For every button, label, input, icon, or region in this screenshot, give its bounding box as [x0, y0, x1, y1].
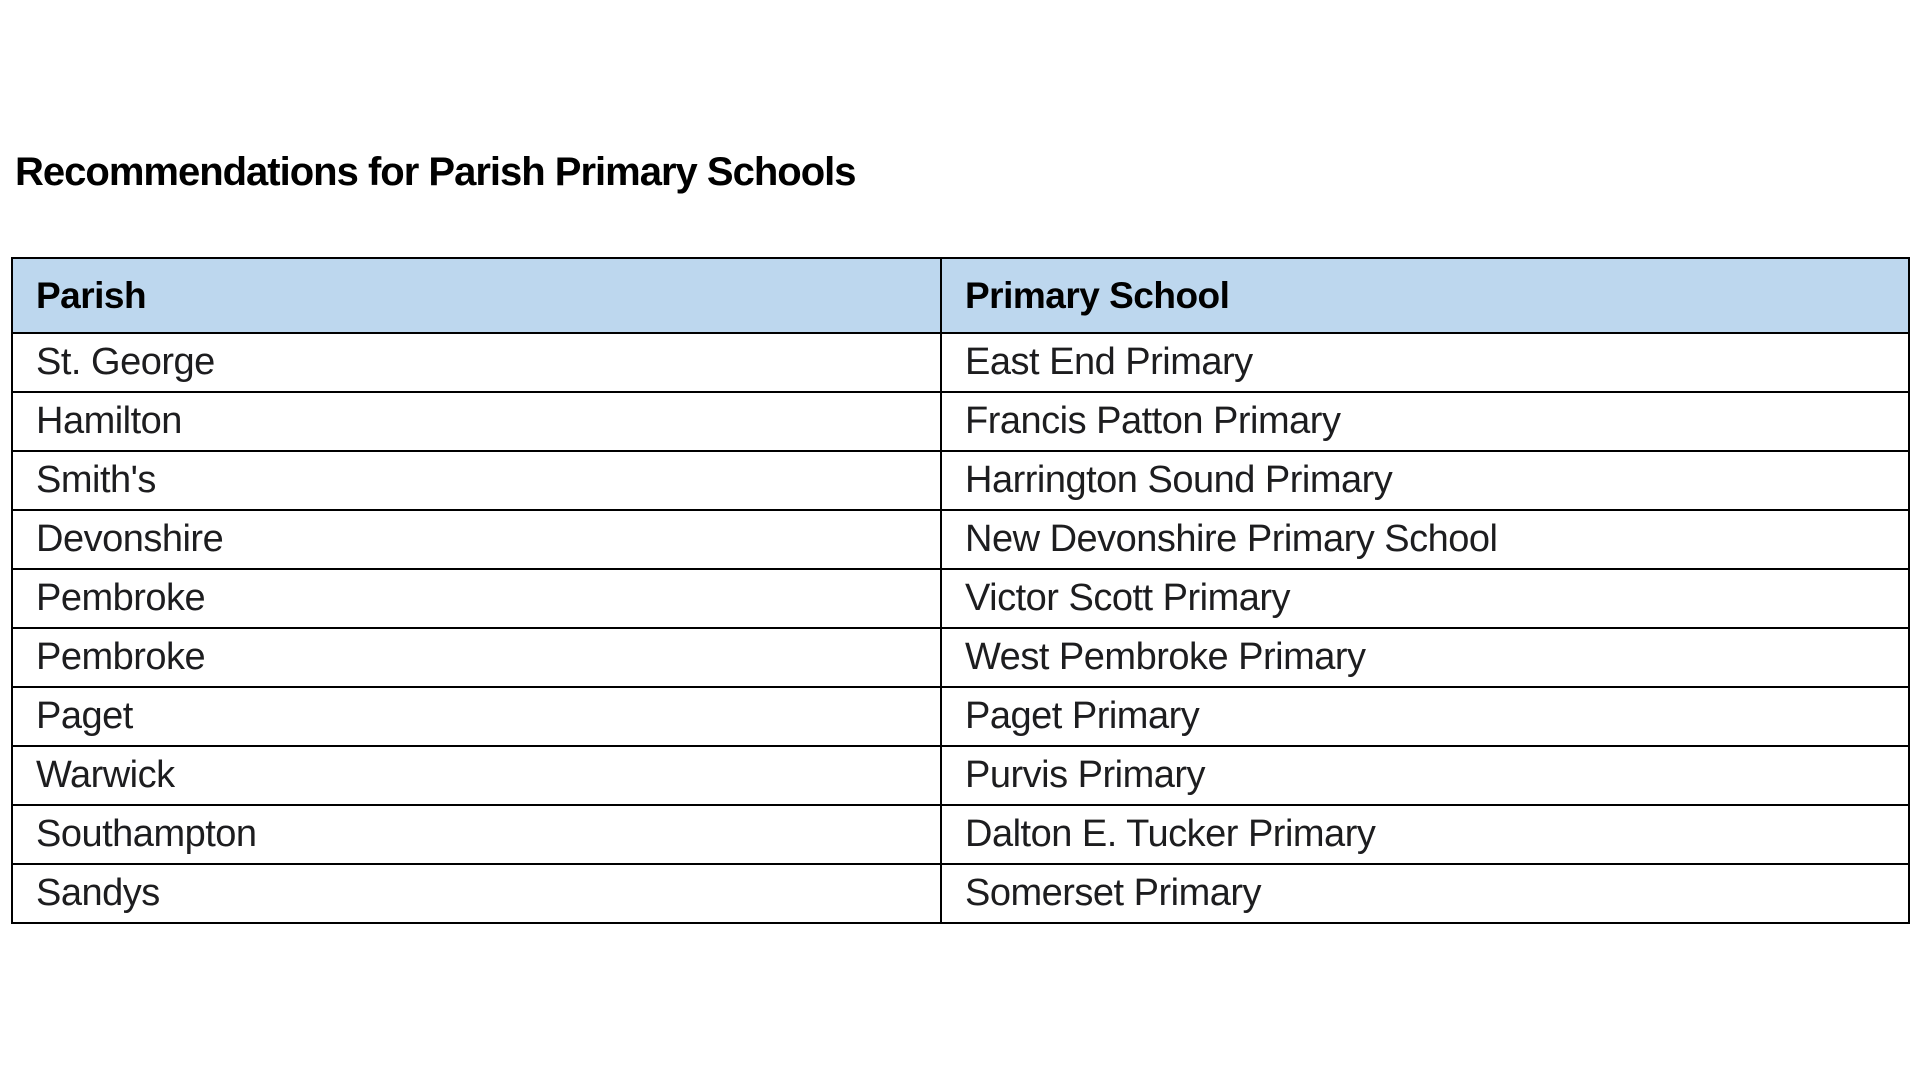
table-row [12, 392, 1909, 451]
parish-cell: St. George [12, 333, 941, 392]
parish-cell: Paget [12, 687, 941, 746]
parish-primary-schools-table [11, 257, 1910, 924]
table-body [12, 333, 1909, 923]
primary-school-cell: New Devonshire Primary School [941, 510, 1909, 569]
parish-cell: Pembroke [12, 569, 941, 628]
table-row [12, 333, 1909, 392]
parish-cell: Hamilton [12, 392, 941, 451]
parish-cell: Southampton [12, 805, 941, 864]
table-header-row [12, 258, 1909, 333]
primary-school-cell: East End Primary [941, 333, 1909, 392]
table-row [12, 864, 1909, 923]
parish-cell: Sandys [12, 864, 941, 923]
primary-school-cell: Paget Primary [941, 687, 1909, 746]
table-row [12, 746, 1909, 805]
table-row [12, 451, 1909, 510]
table-row [12, 687, 1909, 746]
primary-school-cell: Dalton E. Tucker Primary [941, 805, 1909, 864]
table-row [12, 805, 1909, 864]
column-header-parish: Parish [12, 258, 941, 333]
parish-cell: Devonshire [12, 510, 941, 569]
table-row [12, 628, 1909, 687]
parish-cell: Pembroke [12, 628, 941, 687]
parish-cell: Warwick [12, 746, 941, 805]
primary-school-cell: Somerset Primary [941, 864, 1909, 923]
page-title: Recommendations for Parish Primary Schools [15, 150, 856, 194]
table-row [12, 510, 1909, 569]
primary-school-cell: West Pembroke Primary [941, 628, 1909, 687]
table-row [12, 569, 1909, 628]
column-header-primary-school: Primary School [941, 258, 1909, 333]
primary-school-cell: Francis Patton Primary [941, 392, 1909, 451]
parish-cell: Smith's [12, 451, 941, 510]
primary-school-cell: Harrington Sound Primary [941, 451, 1909, 510]
primary-school-cell: Purvis Primary [941, 746, 1909, 805]
primary-school-cell: Victor Scott Primary [941, 569, 1909, 628]
